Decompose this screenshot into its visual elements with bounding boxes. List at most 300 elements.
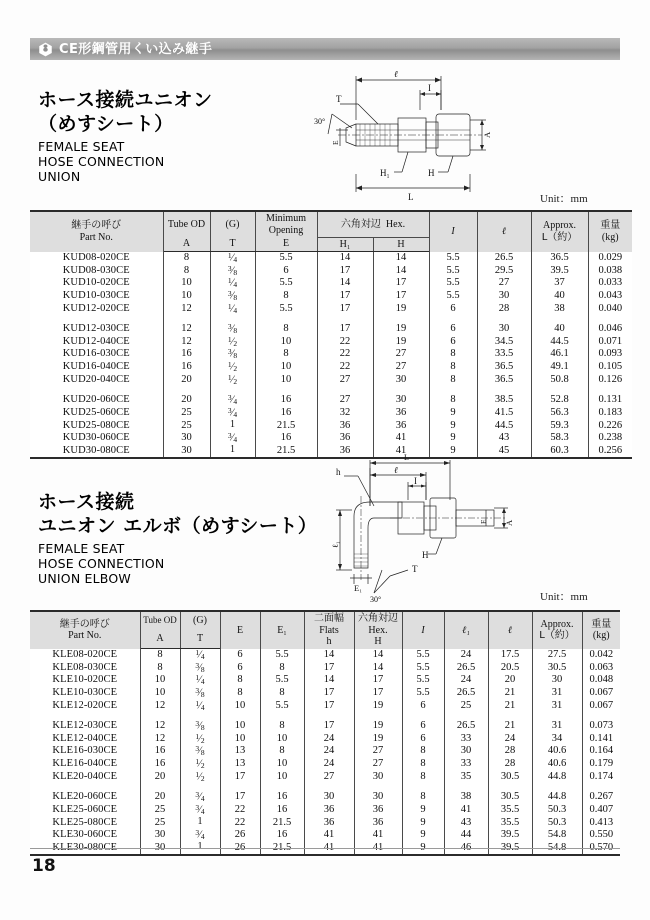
cell-part: KUD08-030CE: [30, 265, 163, 278]
cell-part: KUD25-080CE: [30, 420, 163, 432]
e-hdr-l1: ℓ₁: [462, 624, 470, 636]
cell-part: KLE16-040CE: [30, 758, 140, 771]
cell-l: 43: [477, 432, 531, 445]
cell-i: 8: [429, 361, 477, 374]
cell-part: KLE20-060CE: [30, 791, 140, 804]
cell-L: 40.6: [532, 745, 582, 758]
cell-thread: $^1$⁄2: [180, 758, 220, 771]
cell-i: 5.5: [402, 662, 444, 675]
cell-kg: 0.063: [582, 662, 620, 675]
cell-l: 45: [477, 445, 531, 458]
cell-h: 36: [304, 804, 354, 817]
cell-i: 5.5: [402, 674, 444, 687]
table-row: [30, 674, 620, 687]
cell-h: 17: [304, 720, 354, 733]
cell-thread: 1: [210, 445, 255, 458]
cell-h1: 36: [317, 445, 373, 458]
cell-thread: $^1$⁄2: [210, 374, 255, 387]
cell-l: 28: [488, 745, 532, 758]
label-30deg-elbow: 30°: [370, 595, 382, 604]
u-hdr-weight-unit: (kg): [601, 231, 619, 243]
table-row: [30, 394, 632, 407]
table-row: [30, 817, 620, 829]
cell-thread: $^1$⁄4: [210, 303, 255, 316]
cell-L: 49.1: [531, 361, 588, 374]
cell-thread: $^3$⁄8: [210, 290, 255, 303]
label-I-elbow: I: [414, 476, 417, 486]
elbow-title-en-line3: UNION ELBOW: [38, 571, 131, 586]
e-hdr-flats-jp: 二面幅: [314, 613, 344, 624]
table-row: [30, 265, 632, 278]
cell-i: 6: [402, 720, 444, 733]
table-group-spacer: [30, 783, 620, 791]
cell-h1: 17: [317, 290, 373, 303]
table-group-spacer: [30, 315, 632, 323]
cell-h: 14: [373, 252, 429, 265]
cell-h: 17: [304, 700, 354, 713]
e-hdr-g-sym: T: [180, 630, 220, 648]
table-row: [30, 252, 632, 265]
label-l1: ℓ₁: [331, 541, 340, 548]
cell-e: 10: [220, 700, 260, 713]
union-table-body: [30, 252, 632, 458]
cell-e: 8: [220, 674, 260, 687]
u-hdr-tubeod: Tube OD: [163, 211, 210, 237]
cell-l: 30.5: [488, 771, 532, 784]
cell-part: KLE12-040CE: [30, 733, 140, 746]
cell-a: 16: [140, 758, 180, 771]
table-row: [30, 687, 620, 700]
cell-L: 59.3: [531, 420, 588, 432]
e-hdr-weight-jp: 重量: [591, 618, 612, 630]
cell-e1: 8: [260, 687, 304, 700]
cell-L: 50.8: [531, 374, 588, 387]
cell-l: 27: [477, 277, 531, 290]
cell-thread: $^1$⁄2: [180, 771, 220, 784]
cell-part: KUD20-060CE: [30, 394, 163, 407]
cell-l: 21: [488, 700, 532, 713]
e-hdr-flats-en: Flats: [319, 624, 339, 636]
hexagon-logo-icon: [38, 42, 53, 57]
section-header-bar: [30, 38, 620, 60]
cell-kg: 0.570: [582, 842, 620, 855]
e-hdr-i: I: [421, 624, 425, 636]
page-number: 18: [32, 856, 56, 876]
cell-l1: 26.5: [444, 662, 488, 675]
cell-thread: 1: [180, 817, 220, 829]
cell-h1: 17: [317, 265, 373, 278]
cell-l1: 24: [444, 674, 488, 687]
cell-l: 41.5: [477, 407, 531, 420]
e-hdr-hex-jp: 六角対辺: [358, 613, 398, 624]
cell-a: 10: [163, 277, 210, 290]
elbow-title-jp-line2: ユニオン エルボ（めすシート）: [38, 515, 318, 537]
table-row: [30, 829, 620, 842]
cell-h: 41: [304, 829, 354, 842]
cell-i: 9: [429, 407, 477, 420]
e-hdr-partno-jp: 継手の呼び: [59, 618, 110, 630]
cell-e1: 5.5: [260, 700, 304, 713]
elbow-title-en-line2: HOSE CONNECTION: [38, 556, 165, 571]
cell-e: 17: [220, 791, 260, 804]
cell-part: KUD25-060CE: [30, 407, 163, 420]
cell-e1: 8: [260, 662, 304, 675]
cell-kg: 0.042: [582, 649, 620, 662]
cell-h: 19: [373, 336, 429, 349]
cell-h1: 17: [317, 303, 373, 316]
cell-e: 16: [255, 394, 317, 407]
cell-h: 30: [373, 374, 429, 387]
cell-i: 9: [402, 829, 444, 842]
u-hdr-partno-en: Part No.: [79, 231, 113, 243]
cell-l1: 41: [444, 804, 488, 817]
cell-e1: 21.5: [260, 842, 304, 855]
elbow-spec-table: [30, 610, 620, 856]
table-row: [30, 336, 632, 349]
table-row: [30, 804, 620, 817]
cell-l: 17.5: [488, 649, 532, 662]
cell-H: 14: [354, 649, 402, 662]
cell-l: 21: [488, 687, 532, 700]
cell-h: 41: [373, 445, 429, 458]
cell-L: 40: [531, 290, 588, 303]
cell-thread: $^1$⁄2: [210, 361, 255, 374]
cell-L: 31: [532, 700, 582, 713]
cell-l: 39.5: [488, 842, 532, 855]
cell-i: 8: [429, 374, 477, 387]
cell-e: 6: [255, 265, 317, 278]
cell-e: 10: [220, 720, 260, 733]
elbow-section-title: [38, 490, 317, 586]
cell-L: 44.8: [532, 771, 582, 784]
cell-h: 19: [373, 323, 429, 336]
cell-thread: $^3$⁄4: [210, 432, 255, 445]
cell-thread: $^3$⁄8: [210, 323, 255, 336]
union-fitting-drawing: [310, 62, 560, 202]
cell-h1: 27: [317, 374, 373, 387]
cell-H: 41: [354, 842, 402, 855]
cell-a: 25: [140, 804, 180, 817]
union-title-jp-line1: ホース接続ユニオン: [38, 89, 213, 111]
cell-h1: 36: [317, 420, 373, 432]
cell-L: 56.3: [531, 407, 588, 420]
cell-i: 9: [429, 445, 477, 458]
cell-kg: 0.267: [582, 791, 620, 804]
cell-kg: 0.226: [588, 420, 632, 432]
e-hdr-l: ℓ: [507, 624, 513, 636]
cell-e: 13: [220, 745, 260, 758]
cell-h: 24: [304, 733, 354, 746]
cell-H: 27: [354, 758, 402, 771]
cell-H: 19: [354, 700, 402, 713]
e-hdr-flats-sym: h: [326, 636, 332, 647]
u-hdr-approx-sym: L（約）: [541, 231, 578, 243]
cell-L: 54.8: [532, 842, 582, 855]
cell-L: 44.8: [532, 791, 582, 804]
cell-e1: 10: [260, 771, 304, 784]
cell-l1: 26.5: [444, 720, 488, 733]
cell-a: 30: [140, 842, 180, 855]
e-hdr-tubeod: Tube OD: [140, 611, 180, 630]
cell-l: 30: [477, 323, 531, 336]
table-row: [30, 662, 620, 675]
cell-h1: 22: [317, 361, 373, 374]
cell-kg: 0.093: [588, 348, 632, 361]
cell-kg: 0.033: [588, 277, 632, 290]
cell-kg: 0.407: [582, 804, 620, 817]
cell-part: KUD12-030CE: [30, 323, 163, 336]
table-row: [30, 374, 632, 387]
cell-part: KUD16-040CE: [30, 361, 163, 374]
cell-i: 8: [402, 791, 444, 804]
cell-h: 27: [373, 361, 429, 374]
cell-l1: 24: [444, 649, 488, 662]
cell-i: 6: [402, 700, 444, 713]
label-I: I: [428, 83, 431, 93]
cell-h: 14: [304, 674, 354, 687]
cell-a: 10: [140, 674, 180, 687]
cell-i: 9: [429, 432, 477, 445]
cell-a: 20: [163, 394, 210, 407]
union-unit-note: Unit：mm: [540, 193, 588, 205]
cell-e: 21.5: [255, 420, 317, 432]
cell-h: 14: [373, 265, 429, 278]
e-hdr-e: E: [220, 611, 260, 649]
cell-kg: 0.413: [582, 817, 620, 829]
cell-e: 21.5: [255, 445, 317, 458]
cell-thread: $^3$⁄4: [180, 829, 220, 842]
cell-thread: 1: [180, 842, 220, 855]
union-elbow-drawing: [330, 453, 560, 604]
cell-l1: 25: [444, 700, 488, 713]
cell-thread: $^1$⁄4: [210, 252, 255, 265]
cell-thread: $^1$⁄4: [180, 700, 220, 713]
cell-thread: $^3$⁄8: [210, 348, 255, 361]
cell-i: 6: [402, 733, 444, 746]
cell-part: KLE16-030CE: [30, 745, 140, 758]
cell-L: 31: [532, 720, 582, 733]
cell-kg: 0.067: [582, 700, 620, 713]
cell-part: KLE25-080CE: [30, 817, 140, 829]
cell-L: 30.5: [532, 662, 582, 675]
u-hdr-minopen-sym: E: [255, 237, 317, 252]
cell-l: 28: [477, 303, 531, 316]
cell-H: 19: [354, 733, 402, 746]
cell-i: 8: [402, 758, 444, 771]
cell-H: 36: [354, 804, 402, 817]
cell-i: 9: [402, 817, 444, 829]
cell-i: 5.5: [429, 290, 477, 303]
cell-H: 17: [354, 674, 402, 687]
table-row: [30, 323, 632, 336]
cell-H: 27: [354, 745, 402, 758]
u-hdr-h: H: [373, 237, 429, 252]
cell-h: 30: [373, 394, 429, 407]
cell-kg: 0.238: [588, 432, 632, 445]
cell-l1: 33: [444, 758, 488, 771]
cell-thread: $^3$⁄8: [180, 662, 220, 675]
cell-L: 38: [531, 303, 588, 316]
cell-a: 10: [163, 290, 210, 303]
cell-H: 19: [354, 720, 402, 733]
cell-e: 6: [220, 662, 260, 675]
cell-L: 31: [532, 687, 582, 700]
cell-thread: $^1$⁄4: [180, 649, 220, 662]
cell-e1: 16: [260, 791, 304, 804]
u-hdr-hex-en: Hex.: [385, 218, 406, 230]
cell-l: 39.5: [488, 829, 532, 842]
u-hdr-tubeod-sym: A: [163, 237, 210, 252]
cell-l1: 35: [444, 771, 488, 784]
cell-L: 58.3: [531, 432, 588, 445]
cell-h: 17: [373, 290, 429, 303]
cell-kg: 0.183: [588, 407, 632, 420]
cell-e: 16: [255, 407, 317, 420]
cell-a: 12: [163, 303, 210, 316]
cell-h: 27: [373, 348, 429, 361]
cell-a: 25: [163, 407, 210, 420]
u-hdr-hex-jp: 六角対辺: [340, 218, 381, 230]
cell-l: 34.5: [477, 336, 531, 349]
cell-L: 44.5: [531, 336, 588, 349]
cell-kg: 0.071: [588, 336, 632, 349]
cell-part: KLE30-080CE: [30, 842, 140, 855]
cell-h1: 22: [317, 336, 373, 349]
cell-a: 20: [140, 791, 180, 804]
cell-H: 14: [354, 662, 402, 675]
cell-l1: 33: [444, 733, 488, 746]
table-row: [30, 649, 620, 662]
cell-e1: 21.5: [260, 817, 304, 829]
cell-i: 8: [402, 745, 444, 758]
cell-h: 14: [304, 649, 354, 662]
label-H: H: [428, 168, 435, 178]
cell-thread: $^3$⁄8: [180, 745, 220, 758]
table-row: [30, 733, 620, 746]
u-hdr-i: I: [451, 226, 455, 237]
cell-i: 9: [429, 420, 477, 432]
cell-e1: 16: [260, 804, 304, 817]
cell-i: 8: [429, 394, 477, 407]
cell-i: 5.5: [429, 277, 477, 290]
cell-l1: 30: [444, 745, 488, 758]
cell-part: KLE25-060CE: [30, 804, 140, 817]
cell-a: 25: [140, 817, 180, 829]
cell-e: 16: [255, 432, 317, 445]
cell-kg: 0.179: [582, 758, 620, 771]
cell-thread: $^1$⁄4: [180, 674, 220, 687]
cell-a: 10: [140, 687, 180, 700]
cell-h: 30: [304, 791, 354, 804]
table-row: [30, 432, 632, 445]
cell-part: KUD08-020CE: [30, 252, 163, 265]
cell-a: 8: [163, 265, 210, 278]
cell-e: 5.5: [255, 252, 317, 265]
cell-h1: 36: [317, 432, 373, 445]
u-hdr-minopen: Minimum Opening: [255, 211, 317, 237]
cell-l: 30.5: [488, 791, 532, 804]
cell-L: 40: [531, 323, 588, 336]
cell-l: 28: [488, 758, 532, 771]
table-row: [30, 700, 620, 713]
cell-a: 12: [163, 336, 210, 349]
cell-a: 8: [140, 662, 180, 675]
table-row: [30, 420, 632, 432]
cell-L: 30: [532, 674, 582, 687]
cell-e: 10: [255, 336, 317, 349]
cell-a: 20: [163, 374, 210, 387]
cell-l: 33.5: [477, 348, 531, 361]
cell-l: 21: [488, 720, 532, 733]
footer-divider: [30, 848, 620, 849]
union-title-en-line2: HOSE CONNECTION: [38, 154, 165, 169]
cell-kg: 0.550: [582, 829, 620, 842]
cell-h: 24: [304, 745, 354, 758]
cell-a: 30: [163, 432, 210, 445]
cell-e: 26: [220, 842, 260, 855]
cell-part: KLE12-030CE: [30, 720, 140, 733]
cell-l1: 46: [444, 842, 488, 855]
cell-thread: $^3$⁄4: [180, 804, 220, 817]
cell-l: 26.5: [477, 252, 531, 265]
cell-kg: 0.073: [582, 720, 620, 733]
cell-l: 36.5: [477, 361, 531, 374]
cell-part: KLE12-020CE: [30, 700, 140, 713]
cell-a: 12: [140, 733, 180, 746]
cell-part: KUD30-060CE: [30, 432, 163, 445]
cell-kg: 0.067: [582, 687, 620, 700]
cell-l: 35.5: [488, 804, 532, 817]
cell-e: 10: [255, 374, 317, 387]
cell-kg: 0.174: [582, 771, 620, 784]
cell-e: 5.5: [255, 303, 317, 316]
cell-L: 40.6: [532, 758, 582, 771]
u-hdr-l: ℓ: [501, 226, 507, 237]
u-hdr-weight-jp: 重量: [600, 220, 621, 232]
label-L: L: [408, 192, 414, 202]
cell-a: 12: [140, 700, 180, 713]
cell-e1: 10: [260, 733, 304, 746]
cell-a: 30: [140, 829, 180, 842]
cell-e1: 10: [260, 758, 304, 771]
cell-kg: 0.038: [588, 265, 632, 278]
label-30deg: 30°: [314, 117, 326, 126]
table-group-spacer: [30, 386, 632, 394]
cell-thread: $^3$⁄8: [180, 720, 220, 733]
label-E1: E₁: [354, 583, 363, 593]
cell-e: 8: [255, 290, 317, 303]
cell-h1: 27: [317, 394, 373, 407]
label-A-elbow: A: [504, 519, 514, 526]
cell-part: KLE08-030CE: [30, 662, 140, 675]
e-hdr-e1: E₁: [260, 611, 304, 649]
label-l-elbow: ℓ: [394, 465, 398, 475]
cell-e: 8: [255, 348, 317, 361]
cell-h: 17: [373, 277, 429, 290]
cell-h1: 22: [317, 348, 373, 361]
label-E: E: [331, 140, 340, 145]
cell-part: KLE10-020CE: [30, 674, 140, 687]
label-l: ℓ: [394, 69, 398, 79]
cell-i: 8: [429, 348, 477, 361]
cell-l: 24: [488, 733, 532, 746]
label-A: A: [482, 131, 492, 138]
cell-h1: 17: [317, 323, 373, 336]
label-T-elbow: T: [412, 564, 418, 574]
cell-h: 17: [304, 662, 354, 675]
cell-L: 34: [532, 733, 582, 746]
table-row: [30, 758, 620, 771]
